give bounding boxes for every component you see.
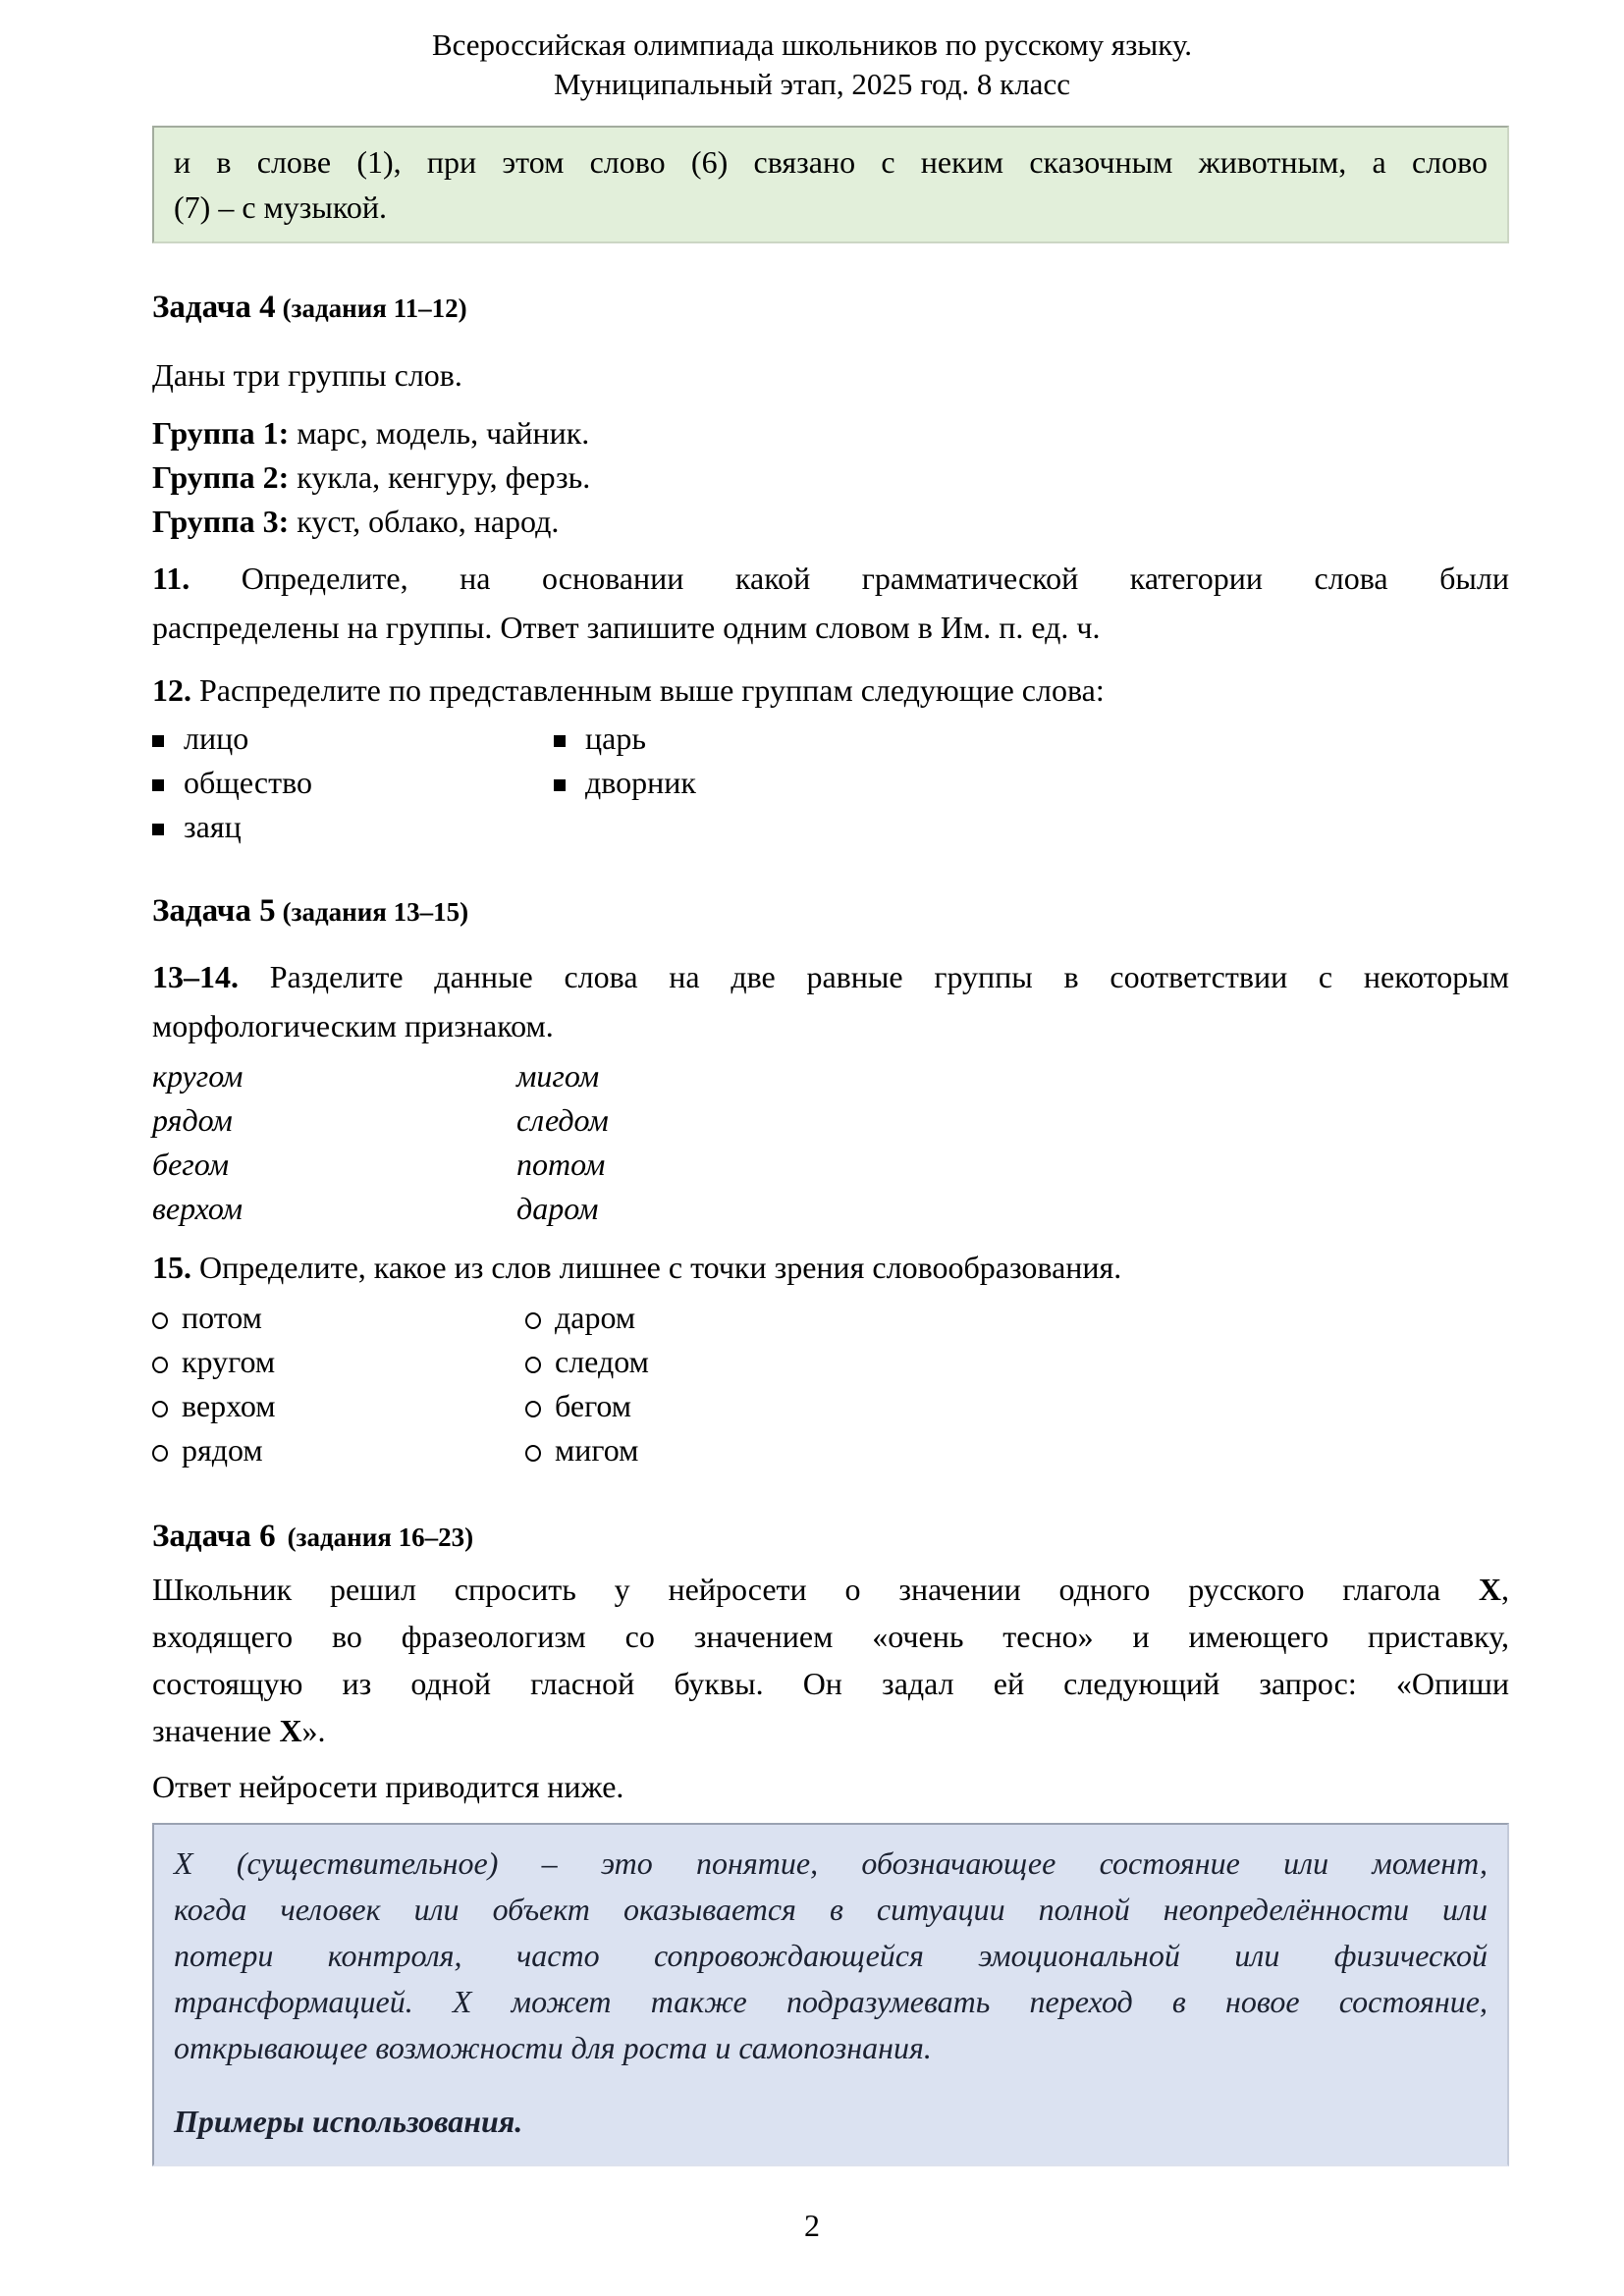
word-item: потом: [516, 1147, 606, 1182]
task5-heading: [152, 888, 1509, 934]
doc-title-line1: Всероссийская олимпиада школьников по русскому языку.: [431, 27, 1193, 62]
task6-intro-line: [152, 1707, 1509, 1754]
intro-text: значение: [152, 1713, 280, 1748]
option-list-item: [152, 1296, 525, 1340]
bullet-list-item: [554, 761, 696, 805]
intro-text: Школьник решил спросить у нейросети о значении одного русского глагола: [152, 1572, 1479, 1607]
bullet-item-label: дворник: [585, 765, 696, 800]
ai-answer-line: Х (существительное) – это понятие, обозначающее состояние или момент,: [174, 1845, 1488, 1881]
bullet-item-label: царь: [585, 721, 646, 756]
bullet-list-item: [152, 761, 554, 805]
task6-intro-line: [152, 1660, 1509, 1707]
task4-subtitle: (задания 11–12): [282, 294, 467, 323]
option-item-label: даром: [555, 1300, 636, 1335]
intro-text: входящего во фразеологизм со значением «очень тесно» и имеющего приставку,: [152, 1619, 1509, 1654]
task6-intro-line: [152, 1613, 1509, 1660]
group-label: Группа 3:: [152, 504, 290, 539]
bold-x: Х: [279, 1713, 302, 1748]
word-pairs-right-column: [516, 1054, 609, 1231]
question-number: 11.: [152, 561, 190, 596]
question-number: 15.: [152, 1250, 191, 1285]
question-number: 13–14.: [152, 959, 239, 994]
question-15: [152, 1243, 1509, 1292]
q12-right-column: [554, 717, 696, 805]
question-12: [152, 666, 1509, 715]
doc-title-line2: Муниципальный этап, 2025 год. 8 класс: [554, 67, 1070, 101]
task5-title: Задача 5: [152, 893, 276, 929]
option-item-label: бегом: [555, 1388, 632, 1423]
note-box-line: и в слове (1), при этом слово (6) связано с неким сказочным животным, а слово: [174, 144, 1488, 180]
group-words: куст, облако, народ.: [289, 504, 560, 539]
task6-intro: [152, 1566, 1509, 1754]
question-text: морфологическим признаком.: [152, 1008, 554, 1043]
square-bullet-icon: [152, 735, 164, 747]
group-words: кукла, кенгуру, ферзь.: [289, 459, 591, 495]
doc-header: [0, 0, 1624, 104]
option-list-item: [525, 1296, 649, 1340]
q12-bullet-list: [152, 717, 1509, 849]
bullet-item-label: заяц: [184, 809, 242, 844]
green-note-box: [152, 126, 1509, 243]
word-item: мигом: [516, 1058, 600, 1094]
answer-note: Ответ нейросети приводится ниже.: [152, 1769, 624, 1804]
word-item: даром: [516, 1191, 599, 1226]
bold-x: Х: [1478, 1572, 1501, 1607]
group-line: [152, 455, 1509, 500]
group-label: Группа 2:: [152, 459, 290, 495]
ai-answer-line: трансформацией. Х может также подразумевать переход в новое состояние,: [174, 1984, 1488, 2019]
question-11-line: [152, 603, 1509, 652]
task4-title: Задача 4: [152, 290, 276, 325]
word-item: верхом: [152, 1191, 244, 1226]
task4-intro: Даны три группы слов.: [152, 357, 462, 393]
page-number: 2: [804, 2208, 820, 2243]
task4-groups: [152, 411, 1509, 544]
option-item-label: рядом: [182, 1432, 263, 1468]
group-words: марс, модель, чайник.: [289, 415, 590, 451]
ai-examples-heading: Примеры использования.: [174, 2104, 523, 2139]
square-bullet-icon: [554, 735, 566, 747]
circle-bullet-icon: [525, 1357, 541, 1373]
intro-text: состоящую из одной гласной буквы. Он задал ей следующий запрос: «Опиши: [152, 1666, 1509, 1701]
question-text: Разделите данные слова на две равные группы в соответствии с некоторым: [239, 959, 1509, 994]
question-13-14: [152, 952, 1509, 1050]
bullet-item-label: общество: [184, 765, 312, 800]
question-text: Определите, какое из слов лишнее с точки зрения словообразования.: [191, 1250, 1122, 1285]
question-11: [152, 554, 1509, 652]
task4-heading: [152, 285, 1509, 331]
task6-intro-line: [152, 1566, 1509, 1613]
note-box-lines: [174, 139, 1488, 230]
option-item-label: следом: [555, 1344, 649, 1379]
intro-text: ».: [301, 1713, 326, 1748]
q15-right-column: [525, 1296, 649, 1472]
task6-heading: [152, 1514, 1509, 1560]
question-text: Распределите по представленным выше группам следующие слова:: [191, 672, 1105, 708]
word-item: следом: [516, 1102, 609, 1138]
circle-bullet-icon: [152, 1445, 168, 1462]
circle-bullet-icon: [152, 1401, 168, 1417]
bullet-list-item: [152, 805, 554, 849]
circle-bullet-icon: [525, 1401, 541, 1417]
word-pairs-left-column: [152, 1054, 516, 1231]
square-bullet-icon: [554, 779, 566, 791]
q12-left-column: [152, 717, 554, 849]
question-15-line: [152, 1243, 1509, 1292]
note-box-line: (7) – с музыкой.: [174, 189, 387, 225]
q15-left-column: [152, 1296, 525, 1472]
word-item: кругом: [152, 1058, 244, 1094]
ai-answer-line: открывающее возможности для роста и самопознания.: [174, 2030, 932, 2065]
ai-answer-box: [152, 1823, 1509, 2166]
question-text: Определите, на основании какой грамматической категории слова были: [189, 561, 1509, 596]
question-12-line: [152, 666, 1509, 715]
question-13-14-line: [152, 952, 1509, 1001]
bullet-list-item: [554, 717, 696, 761]
option-list-item: [525, 1384, 649, 1428]
option-item-label: мигом: [555, 1432, 639, 1468]
option-list-item: [152, 1384, 525, 1428]
circle-bullet-icon: [525, 1312, 541, 1329]
square-bullet-icon: [152, 824, 164, 835]
square-bullet-icon: [152, 779, 164, 791]
question-text: распределены на группы. Ответ запишите одним словом в Им. п. ед. ч.: [152, 610, 1101, 645]
group-line: [152, 500, 1509, 544]
intro-text: ,: [1501, 1572, 1509, 1607]
question-11-line: [152, 554, 1509, 603]
option-item-label: верхом: [182, 1388, 276, 1423]
bullet-item-label: лицо: [184, 721, 249, 756]
option-list-item: [152, 1428, 525, 1472]
group-line: [152, 411, 1509, 455]
group-label: Группа 1:: [152, 415, 290, 451]
bullet-list-item: [152, 717, 554, 761]
task6-title: Задача 6: [152, 1519, 276, 1554]
word-item: рядом: [152, 1102, 233, 1138]
ai-answer-lines: [174, 1841, 1488, 2071]
option-item-label: потом: [182, 1300, 262, 1335]
option-item-label: кругом: [182, 1344, 276, 1379]
circle-bullet-icon: [152, 1357, 168, 1373]
ai-answer-line: потери контроля, часто сопровождающейся эмоциональной или физической: [174, 1938, 1488, 1973]
option-list-item: [152, 1340, 525, 1384]
task5-subtitle: (задания 13–15): [282, 897, 469, 927]
option-list-item: [525, 1340, 649, 1384]
circle-bullet-icon: [525, 1445, 541, 1462]
ai-answer-line: когда человек или объект оказывается в ситуации полной неопределённости или: [174, 1892, 1488, 1927]
page-content: [152, 285, 1509, 1811]
word-item: бегом: [152, 1147, 229, 1182]
question-13-14-line: [152, 1001, 1509, 1050]
word-pairs-list: [152, 1054, 1509, 1231]
question-number: 12.: [152, 672, 191, 708]
option-list-item: [525, 1428, 649, 1472]
task6-subtitle: (задания 16–23): [287, 1522, 474, 1552]
q15-option-list: [152, 1296, 1509, 1472]
circle-bullet-icon: [152, 1312, 168, 1329]
